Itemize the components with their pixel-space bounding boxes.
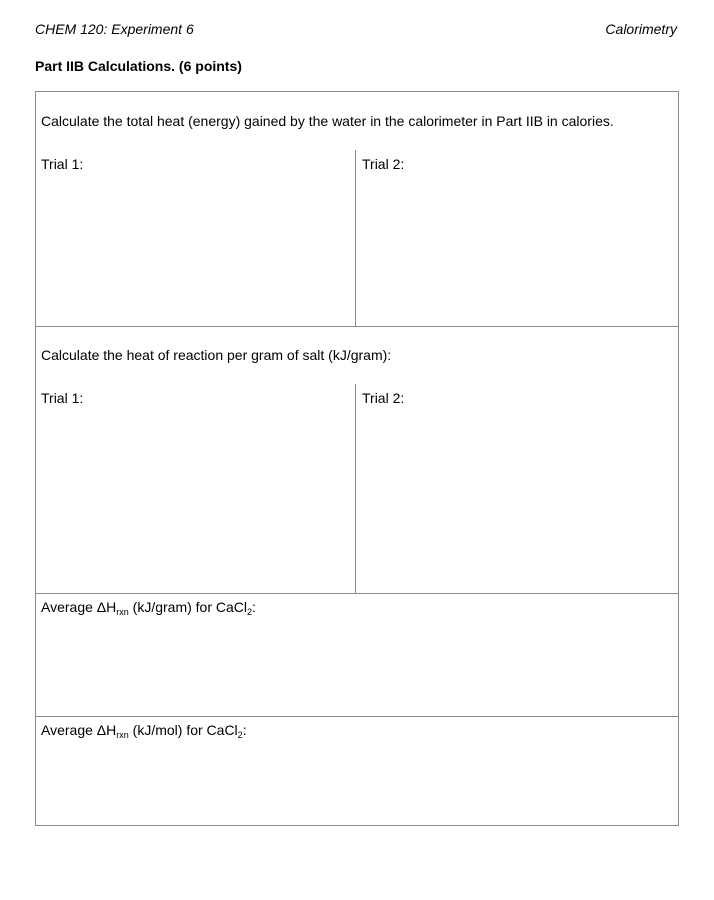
average-per-mol-colon: : xyxy=(242,722,247,738)
average-per-mol-prefix: Average ΔH xyxy=(41,722,117,738)
chloride-subscript: 2 xyxy=(237,730,243,740)
heat-gained-trial2-label: Trial 2: xyxy=(362,156,405,172)
rxn-subscript: rxn xyxy=(116,607,129,617)
average-per-gram-section[interactable] xyxy=(36,593,678,716)
average-per-gram-prefix: Average ΔH xyxy=(41,599,117,615)
chloride-subscript: 2 xyxy=(247,607,253,617)
average-per-mol-section[interactable] xyxy=(36,716,678,825)
heat-gained-trial2-area[interactable] xyxy=(357,150,678,326)
heat-gained-prompt: Calculate the total heat (energy) gained by the water in the calorimeter in Part IIB in calories. xyxy=(41,113,614,129)
heat-per-gram-prompt: Calculate the heat of reaction per gram of salt (kJ/gram): xyxy=(41,347,392,363)
heat-per-gram-section xyxy=(36,326,678,593)
heat-per-gram-trial1-label: Trial 1: xyxy=(41,390,84,406)
heat-per-gram-trial2-area[interactable] xyxy=(357,384,678,593)
average-per-gram-colon: : xyxy=(252,599,256,615)
heat-gained-trial1-label: Trial 1: xyxy=(41,156,84,172)
section-title: Part IIB Calculations. (6 points) xyxy=(35,58,242,74)
calculations-table xyxy=(35,91,679,826)
topic-header: Calorimetry xyxy=(605,21,677,37)
heat-per-gram-trial1-area[interactable] xyxy=(36,384,356,593)
average-per-gram-prompt xyxy=(41,599,256,615)
course-header: CHEM 120: Experiment 6 xyxy=(35,21,194,37)
heat-gained-section xyxy=(36,92,678,326)
heat-per-gram-trial2-label: Trial 2: xyxy=(362,390,405,406)
average-per-mol-prompt xyxy=(41,722,247,738)
heat-gained-trial1-area[interactable] xyxy=(36,150,356,326)
rxn-subscript: rxn xyxy=(116,730,129,740)
average-per-gram-unit: (kJ/gram) for CaCl xyxy=(128,599,247,615)
average-per-mol-unit: (kJ/mol) for CaCl xyxy=(128,722,238,738)
